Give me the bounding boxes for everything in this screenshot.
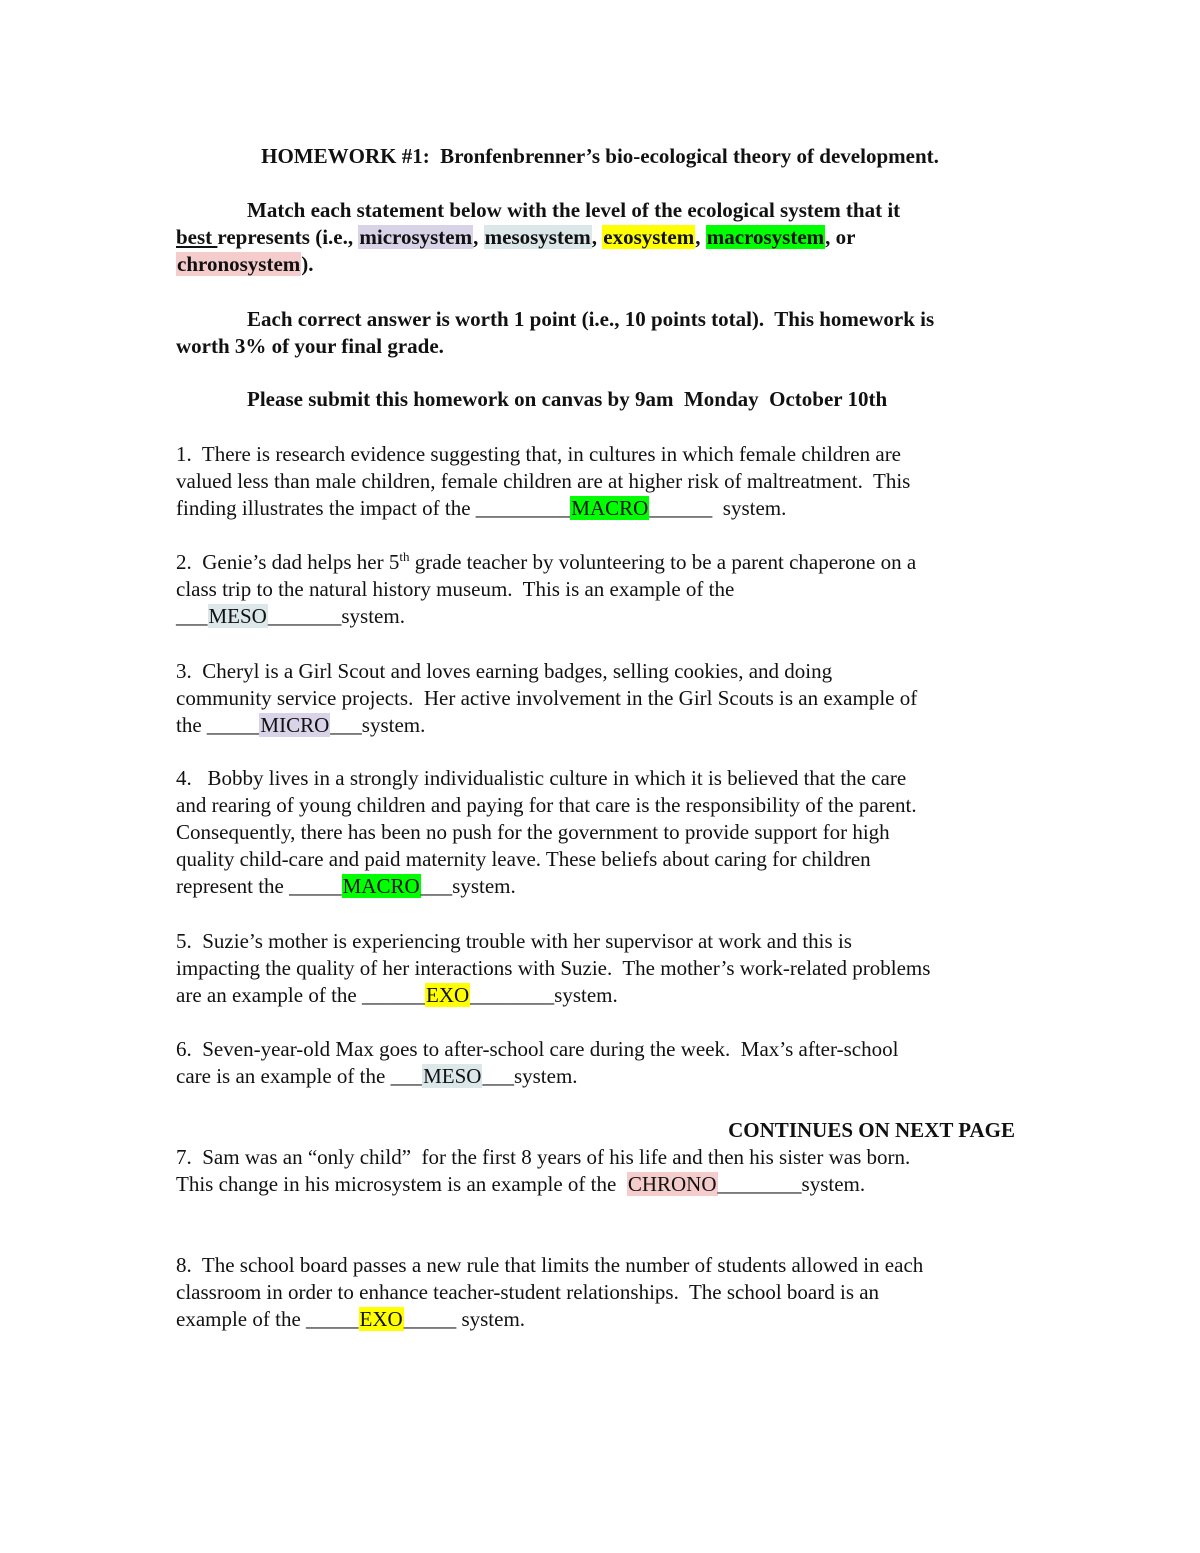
q2-line-3 — [176, 603, 405, 630]
q3-text: the _____ — [176, 713, 260, 737]
q5-answer: EXO — [426, 983, 470, 1007]
q4-text: represent the _____ — [176, 874, 342, 898]
instructions-line-1: Match each statement below with the level of the ecological system that it — [247, 198, 901, 222]
q2-answer: MESO — [208, 604, 267, 628]
q4-line-4: quality child-care and paid maternity leave. These beliefs about caring for children — [176, 847, 871, 871]
sep: , or — [825, 225, 856, 249]
q1-text-end: ______ system. — [649, 496, 787, 520]
q1-line-1: 1. There is research evidence suggesting that, in cultures in which female children are — [176, 442, 902, 466]
q2-superscript: th — [399, 549, 410, 564]
sep: ). — [301, 252, 314, 276]
q7-line-2 — [176, 1171, 865, 1198]
points-line-1: Each correct answer is worth 1 point (i.e., 10 points total). This homework is — [247, 307, 935, 331]
sep: , — [473, 225, 484, 249]
q5-text-end: ________system. — [470, 983, 618, 1007]
q6-line-1: 6. Seven-year-old Max goes to after-school care during the week. Max’s after-school — [176, 1037, 899, 1061]
sep: , — [591, 225, 603, 249]
q6-text: care is an example of the ___ — [176, 1064, 423, 1088]
q1-answer: MACRO — [571, 496, 649, 520]
q1-line-3 — [176, 495, 786, 522]
q6-line-2 — [176, 1063, 578, 1090]
q5-text: are an example of the ______ — [176, 983, 425, 1007]
q8-line-1: 8. The school board passes a new rule that limits the number of students allowed in each — [176, 1253, 924, 1277]
q2-text-end: _______system. — [267, 604, 405, 628]
q4-line-2: and rearing of young children and paying for that care is the responsibility of the parent. — [176, 793, 917, 817]
q1-text: finding illustrates the impact of the _________ — [176, 496, 571, 520]
instructions-line-3 — [176, 251, 314, 278]
q2-text-cont: grade teacher by volunteering to be a parent chaperone on a — [409, 550, 917, 574]
points-line-2: worth 3% of your final grade. — [176, 334, 444, 358]
instructions-line-2 — [176, 224, 856, 251]
q4-text-end: ___system. — [420, 874, 516, 898]
q4-line-1: 4. Bobby lives in a strongly individualistic culture in which it is believed that the care — [176, 766, 907, 790]
q4-line-5 — [176, 873, 516, 900]
q6-answer: MESO — [423, 1064, 482, 1088]
q4-line-3: Consequently, there has been no push for the government to provide support for high — [176, 820, 890, 844]
q3-line-1: 3. Cheryl is a Girl Scout and loves earning badges, selling cookies, and doing — [176, 659, 833, 683]
continues-on-next-page: CONTINUES ON NEXT PAGE — [728, 1118, 1015, 1142]
q8-text-end: _____ system. — [403, 1307, 526, 1331]
q3-text-end: ___system. — [330, 713, 426, 737]
mesosystem-highlight: mesosystem — [484, 225, 591, 249]
q3-answer: MICRO — [260, 713, 330, 737]
q8-text: example of the _____ — [176, 1307, 359, 1331]
q3-line-2: community service projects. Her active involvement in the Girl Scouts is an example of — [176, 686, 918, 710]
q7-answer: CHRONO — [627, 1172, 717, 1196]
q6-text-end: ___system. — [482, 1064, 578, 1088]
q1-line-2: valued less than male children, female children are at higher risk of maltreatment. This — [176, 469, 911, 493]
instructions-text: represents (i.e., — [217, 225, 359, 249]
q4-answer: MACRO — [342, 874, 420, 898]
q2-blank: ___ — [176, 604, 208, 628]
sep: , — [695, 225, 706, 249]
q5-line-2: impacting the quality of her interactions with Suzie. The mother’s work-related problems — [176, 956, 931, 980]
q2-line-1 — [176, 549, 916, 576]
q5-line-3 — [176, 982, 618, 1009]
q2-text: 2. Genie’s dad helps her 5 — [176, 550, 400, 574]
q8-answer: EXO — [359, 1307, 403, 1331]
q5-line-1: 5. Suzie’s mother is experiencing trouble with her supervisor at work and this is — [176, 929, 852, 953]
q7-line-1: 7. Sam was an “only child” for the first 8 years of his life and then his sister was born. — [176, 1145, 911, 1169]
best-underlined: best — [176, 225, 218, 249]
q3-line-3 — [176, 712, 425, 739]
macrosystem-highlight: macrosystem — [706, 225, 825, 249]
submit-deadline: Please submit this homework on canvas by 9am Monday October 10th — [247, 387, 888, 411]
chronosystem-highlight: chronosystem — [177, 252, 301, 276]
q8-line-3 — [176, 1306, 525, 1333]
page-title: HOMEWORK #1: Bronfenbrenner’s bio-ecological theory of development. — [261, 144, 939, 168]
q8-line-2: classroom in order to enhance teacher-student relationships. The school board is an — [176, 1280, 880, 1304]
q2-line-2: class trip to the natural history museum. This is an example of the — [176, 577, 735, 601]
q7-text: This change in his microsystem is an example of the — [176, 1172, 627, 1196]
microsystem-highlight: microsystem — [359, 225, 473, 249]
exosystem-highlight: exosystem — [603, 225, 695, 249]
q7-text-end: ________system. — [717, 1172, 866, 1196]
